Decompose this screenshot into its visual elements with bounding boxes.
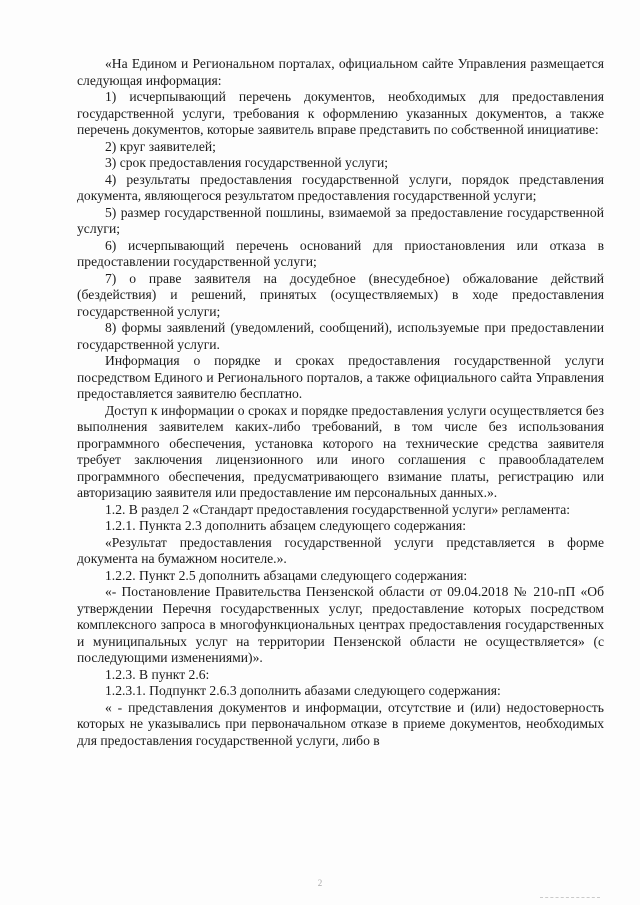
list-item-4: 4) результаты предоставления государственной услуги, порядок представления документа, являющегося результатом предоставления государственной услуги; <box>77 171 604 203</box>
clause-1-2-3-1: 1.2.3.1. Подпункт 2.6.3 дополнить абазами следующего содержания: <box>105 683 501 698</box>
clause-1-2-3-1-text: « - представления документов и информации, отсутствие и (или) недостоверность которых не указывались при первоначальном отказе в приеме документов, необходимых для предоставления государственной услуги, либо в <box>77 699 604 748</box>
clause-1-2-3: 1.2.3. В пункт 2.6: <box>105 666 210 682</box>
paragraph-intro: «На Едином и Региональном порталах, официальном сайте Управления размещается следующая информация: <box>77 56 604 88</box>
clause-1-2-1-text: «Результат предоставления государственной услуги представляется в форме документа на бумажном носителе.». <box>77 534 604 566</box>
list-item-5: 5) размер государственной пошлины, взимаемой за предоставление государственной услуги; <box>77 204 604 236</box>
paragraph-free-info: Информация о порядке и сроках предоставления государственной услуги посредством Единого и Регионального порталов, а также официального сайта Управления предоставляется заявителю бесплатно. <box>77 353 604 401</box>
scan-edge-artifact <box>540 897 600 902</box>
page-number: 2 <box>317 878 323 888</box>
list-item-2: 2) круг заявителей; <box>105 138 216 154</box>
list-item-8: 8) формы заявлений (уведомлений, сообщений), используемые при предоставлении государственной услуги. <box>77 320 604 352</box>
document-body <box>77 56 604 749</box>
clause-1-2: 1.2. В раздел 2 «Стандарт предоставления государственной услуги» регламента: <box>105 501 571 517</box>
list-item-3: 3) срок предоставления государственной услуги; <box>105 155 389 170</box>
list-item-7: 7) о праве заявителя на досудебное (внесудебное) обжалование действий (бездействия) и решений, принятых (осуществляемых) в ходе предоставления государственной услуги; <box>77 270 604 319</box>
list-item-6: 6) исчерпывающий перечень оснований для приостановления или отказа в предоставлении государственной услуги; <box>77 237 604 269</box>
paragraph-access: Доступ к информации о сроках и порядке предоставления услуги осуществляется без выполнения заявителем каких-либо требований, в том числе без использования программного обеспечения, установка которого на технические средства заявителя требует заключения лицензионного или иного соглашения с правообладателем программного обеспечения, предусматривающего взимание платы, регистрацию или авторизацию заявителя или предоставление им персональных данных.». <box>77 402 604 500</box>
list-item-1: 1) исчерпывающий перечень документов, необходимых для предоставления государственной услуги, требования к оформлению указанных документов, а также перечень документов, которые заявитель вправе представить по собственной инициативе: <box>77 89 604 137</box>
clause-1-2-1: 1.2.1. Пункта 2.3 дополнить абзацем следующего содержания: <box>105 518 467 533</box>
clause-1-2-2: 1.2.2. Пункт 2.5 дополнить абзацами следующего содержания: <box>105 567 468 583</box>
clause-1-2-2-text: «- Постановление Правительства Пензенской области от 09.04.2018 № 210-пП «Об утверждении Перечня государственных услуг, предоставление которых посредством комплексного запроса в многофункциональных центрах предоставления государственных и муниципальных услуг на территории Пензенской области не осуществляется» (с последующими изменениями)». <box>77 584 604 665</box>
